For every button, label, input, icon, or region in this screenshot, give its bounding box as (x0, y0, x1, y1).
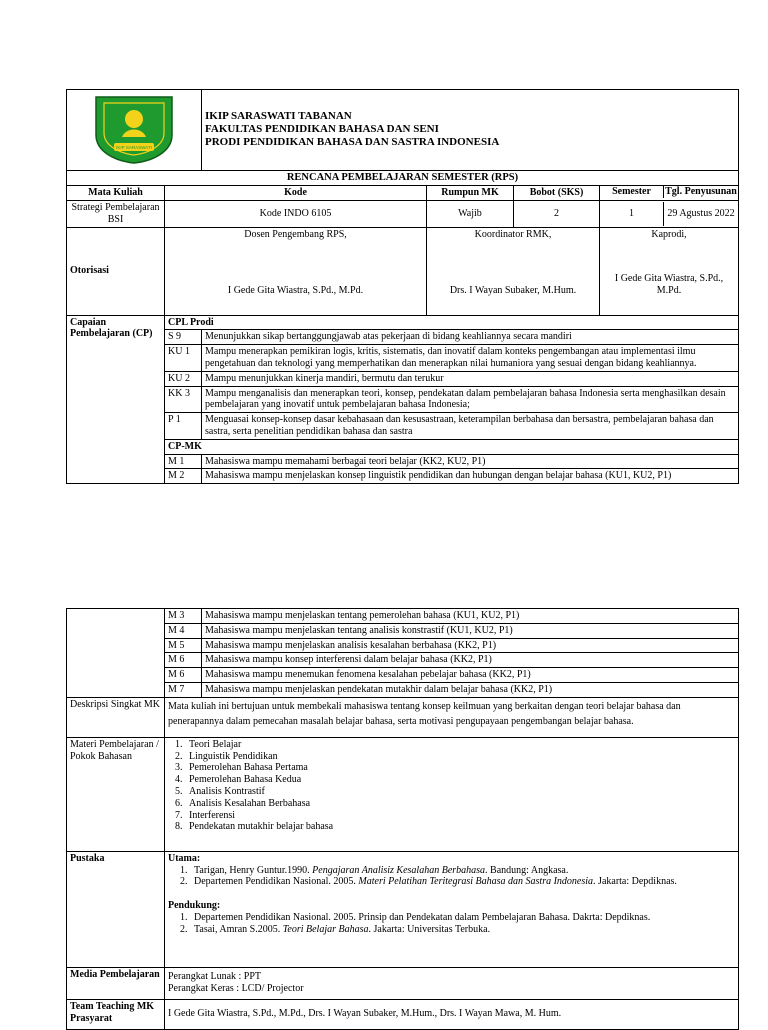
institution-logo-icon (88, 91, 180, 165)
ref-publisher: . Jakarta: Depdiknas. (593, 876, 677, 888)
team-label: Team Teaching MK Prasyarat (67, 999, 165, 1029)
koordinator-name: Drs. I Wayan Subaker, M.Hum. (449, 284, 577, 296)
col-tgl: Tgl. Penyusunan (665, 186, 737, 198)
deskripsi-label: Deskripsi Singkat MK (67, 697, 165, 737)
list-item (190, 912, 735, 924)
cpmk-text: Mahasiswa mampu menjelaskan pendekatan mutakhir dalam belajar bahasa (KK2, P1) (202, 682, 739, 697)
cpmk-heading: CP-MK (165, 439, 739, 454)
otorisasi-koordinator (427, 227, 600, 315)
ref-author: Departemen Pendidikan Nasional. 2005. (194, 876, 359, 888)
table-row (67, 609, 739, 624)
table-row (67, 653, 739, 668)
table-row (67, 371, 739, 386)
col-kode: Kode (165, 186, 427, 201)
cpmk-text: Mahasiswa mampu menjelaskan tentang pemerolehan bahasa (KU1, KU2, P1) (202, 609, 739, 624)
table-row (67, 682, 739, 697)
cpl-text: Mampu menerapkan pemikiran logis, kritis, sistematis, dan inovatif dalam konteks pengembangan atau implementasi ilmu pengetahuan dan teknologi yang memperhatikan dan menerapkan nilai humaniora yang sesuai dengan bidang keahliannya. (202, 345, 739, 372)
col-semester: Semester (600, 186, 664, 198)
list-item: 2. Linguistik Pendidikan (185, 751, 735, 763)
deskripsi-text: Mata kuliah ini bertujuan untuk membekali mahasiswa tentang konsep keilmuan yang berkaitan dengan teori belajar bahasa dan penerapannya dalam pemecahan masalah belajar bahasa, serta motivasi pengupayaan pengembangan belajar bahasa. (165, 697, 739, 737)
ref-title: Materi Pelatihan Teritegrasi Bahasa dan Sastra Indonesia (358, 876, 594, 888)
table-row (67, 386, 739, 413)
cpmk-code: M 5 (165, 638, 202, 653)
dosen-name: I Gede Gita Wiastra, S.Pd., M.Pd. (227, 284, 364, 296)
program-name: PRODI PENDIDIKAN BAHASA DAN SASTRA INDONESIA (205, 136, 500, 149)
cp-continued-cell (67, 609, 165, 698)
cpmk-code: M 7 (165, 682, 202, 697)
kaprodi-role: Kaprodi, (651, 228, 687, 240)
rps-table-page-1 (66, 89, 739, 484)
cpmk-code: M 6 (165, 653, 202, 668)
materi-list-cell (165, 737, 739, 851)
faculty-name: FAKULTAS PENDIDIKAN BAHASA DAN SENI (205, 123, 439, 136)
materi-list (168, 739, 735, 833)
ref-publisher: . Bandung: Angkasa. (485, 864, 569, 876)
rps-table-page-2 (66, 608, 739, 1030)
logo-text: IKIP SARASWATI (116, 145, 152, 150)
cpmk-text: Mahasiswa mampu menjelaskan konsep linguistik pendidikan dan hubungan dengan belajar bahasa (KU1, KU2, P1) (202, 469, 739, 484)
cpmk-code: M 4 (165, 623, 202, 638)
cpmk-code: M 3 (165, 609, 202, 624)
col-rumpun: Rumpun MK (427, 186, 514, 201)
pustaka-utama-label: Utama: (168, 852, 201, 864)
table-row (67, 330, 739, 345)
table-row (67, 638, 739, 653)
cpmk-text: Mahasiswa mampu menjelaskan tentang analisis konstrastif (KU1, KU2, P1) (202, 623, 739, 638)
institution-name: IKIP SARASWATI TABANAN (205, 110, 352, 123)
course-name: Strategi Pembelajaran BSI (67, 200, 165, 227)
cpl-text: Mampu menunjukkan kinerja mandiri, bermutu dan terukur (202, 371, 739, 386)
koordinator-role: Koordinator RMK, (474, 228, 552, 240)
list-item: 3. Pemerolehan Bahasa Pertama (185, 762, 735, 774)
list-item: 1. Teori Belajar (185, 739, 735, 751)
course-rumpun: Wajib (427, 200, 514, 227)
list-item: 5. Analisis Kontrastif (185, 786, 735, 798)
team-text: I Gede Gita Wiastra, S.Pd., M.Pd., Drs. I Wayan Subaker, M.Hum., Drs. I Wayan Mawa, M. Hum. (165, 999, 739, 1029)
list-item: 7. Interferensi (185, 810, 735, 822)
list-item (190, 924, 735, 936)
list-item (190, 865, 735, 877)
cp-label: Capaian Pembelajaran (CP) (67, 315, 165, 484)
col-semester-tgl (600, 186, 739, 201)
media-label: Media Pembelajaran (67, 967, 165, 999)
pustaka-cell (165, 851, 739, 967)
table-row (67, 454, 739, 469)
list-item: 8. Pendekatan mutakhir belajar bahasa (185, 821, 735, 833)
pustaka-pendukung-list (168, 912, 735, 936)
cpl-text: Mampu menganalisis dan menerapkan teori, konsep, pendekatan dalam pembelajaran bahasa Indonesia serta menghasilkan desain pembelajaran yang inovatif untuk pembelajaran bahasa Indonesia; (202, 386, 739, 413)
dosen-role: Dosen Pengembang RPS, (244, 228, 347, 240)
list-item (190, 876, 735, 888)
kaprodi-name: I Gede Gita Wiastra, S.Pd., M.Pd. (614, 272, 724, 296)
cpl-text: Menunjukkan sikap bertanggungjawab atas pekerjaan di bidang keahliannya secara mandiri (202, 330, 739, 345)
course-semester: 1 (600, 202, 664, 226)
cpl-heading: CPL Prodi (165, 315, 739, 330)
logo-cell (67, 90, 202, 171)
cpmk-code: M 6 (165, 668, 202, 683)
cpl-text: Menguasai konsep-konsep dasar kebahasaan dan kesusastraan, keterampilan berbahasa dan bersastra, pembelajaran bahasa dan sastra, serta penelitian pendidikan bahasa dan sastra (202, 413, 739, 440)
col-bobot: Bobot (SKS) (514, 186, 600, 201)
table-row (67, 345, 739, 372)
cpmk-text: Mahasiswa mampu menjelaskan analisis kesalahan berbahasa (KK2, P1) (202, 638, 739, 653)
cpmk-code: M 2 (165, 469, 202, 484)
col-mata-kuliah: Mata Kuliah (67, 186, 165, 201)
table-row (67, 668, 739, 683)
cpl-code: KK 3 (165, 386, 202, 413)
document-title: RENCANA PEMBELAJARAN SEMESTER (RPS) (67, 170, 739, 185)
list-item: 4. Pemerolehan Bahasa Kedua (185, 774, 735, 786)
materi-label: Materi Pembelajaran / Pokok Bahasan (67, 737, 165, 851)
ref-title: Pengajaran Analisiz Kesalahan Berbahasa (312, 864, 486, 876)
ref-title: Teori Belajar Bahasa (282, 923, 369, 935)
otorisasi-dosen (165, 227, 427, 315)
media-keras: Perangkat Keras : LCD/ Projector (168, 983, 304, 995)
course-tgl: 29 Agustus 2022 (667, 207, 735, 219)
cpmk-code: M 1 (165, 454, 202, 469)
header-info-cell (202, 90, 739, 171)
cpmk-text: Mahasiswa mampu konsep interferensi dalam belajar bahasa (KK2, P1) (202, 653, 739, 668)
ref-author: Tarigan, Henry Guntur.1990. (194, 864, 313, 876)
pustaka-pendukung-label: Pendukung: (168, 900, 221, 912)
cpl-code: S 9 (165, 330, 202, 345)
cpl-code: KU 2 (165, 371, 202, 386)
table-row (67, 413, 739, 440)
table-row (67, 623, 739, 638)
pustaka-label: Pustaka (67, 851, 165, 967)
cpl-code: KU 1 (165, 345, 202, 372)
cpmk-text: Mahasiswa mampu menemukan fenomena kesalahan pebelajar bahasa (KK2, P1) (202, 668, 739, 683)
media-lunak: Perangkat Lunak : PPT (168, 971, 262, 983)
ref-author: Departemen Pendidikan Nasional. 2005. Prinsip dan Pendekatan dalam Pembelajaran Bahasa. Dakrta: Depdiknas. (194, 911, 651, 923)
course-code: Kode INDO 6105 (165, 200, 427, 227)
otorisasi-kaprodi (600, 227, 739, 315)
course-bobot: 2 (514, 200, 600, 227)
media-cell (165, 967, 739, 999)
cpl-code: P 1 (165, 413, 202, 440)
cpmk-text: Mahasiswa mampu memahami berbagai teori belajar (KK2, KU2, P1) (202, 454, 739, 469)
otorisasi-label: Otorisasi (67, 227, 165, 315)
ref-publisher: . Jakarta: Universitas Terbuka. (368, 923, 491, 935)
table-row (67, 469, 739, 484)
pustaka-utama-list (168, 865, 735, 889)
list-item: 6. Analisis Kesalahan Berbahasa (185, 798, 735, 810)
course-semester-tgl (600, 200, 739, 227)
ref-author: Tasai, Amran S.2005. (194, 923, 283, 935)
